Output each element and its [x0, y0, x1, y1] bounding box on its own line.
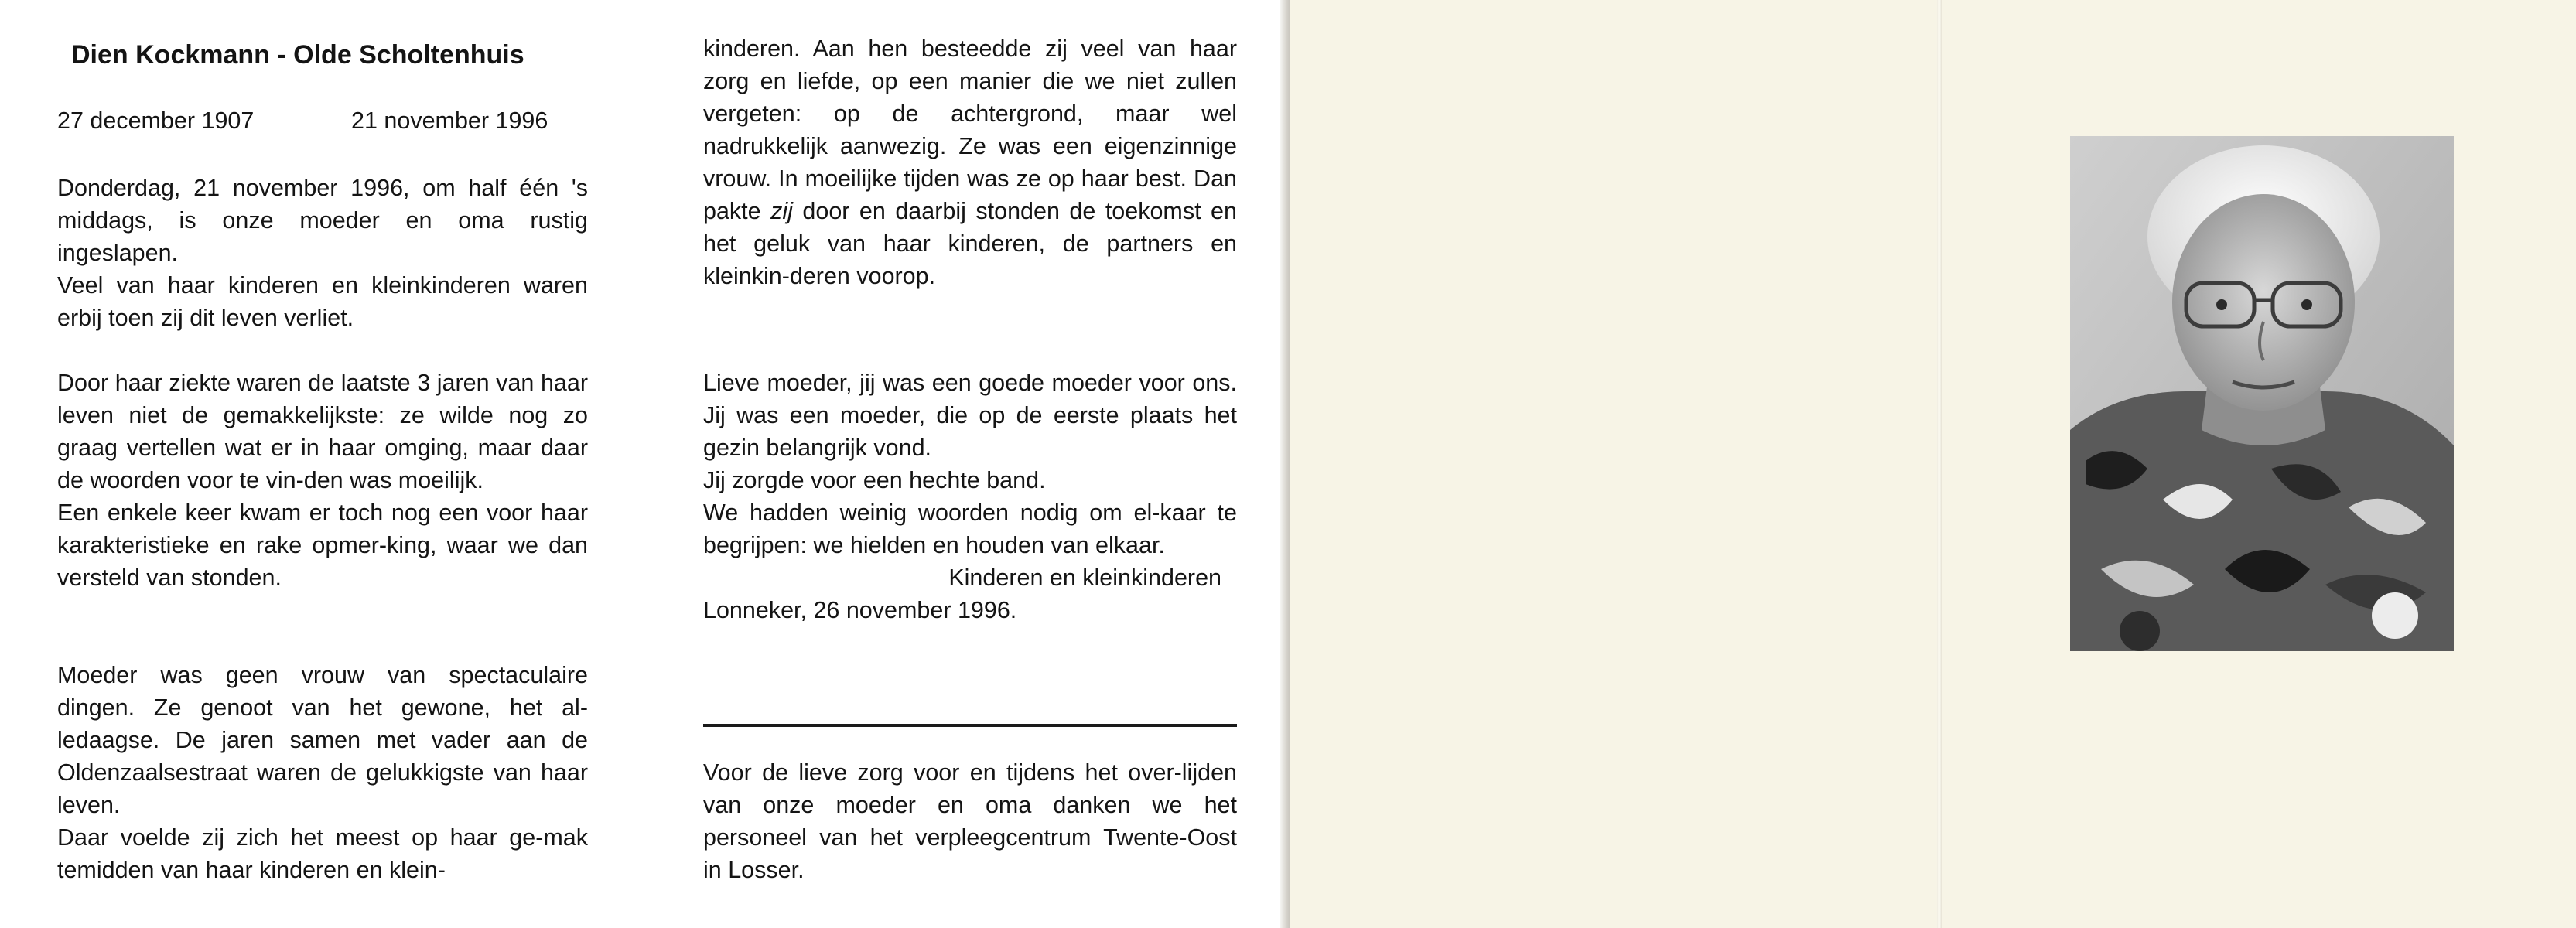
paragraph-text-part: kinderen. Aan hen besteedde zij veel van haar zorg en liefde, op een manier die we niet zullen vergeten: op de achtergrond, maar wel nadrukkelijk aanwezig. Ze was een eigenzinnige vrouw. In moeilijke tijden was ze op haar best. Dan pakte: [703, 36, 1237, 224]
portrait-photo: [2070, 136, 2454, 651]
paragraph-text: Door haar ziekte waren de laatste 3 jaren van haar leven niet de gemakkelijkste: ze wilde nog zo graag vertellen wat er in haar omging, maar daar de woorden voor te vin-den was moeilijk.: [57, 370, 588, 493]
paragraph-farewell: [703, 367, 1237, 594]
paragraph-thanks: [703, 756, 1237, 886]
paragraph-text: Lieve moeder, jij was een goede moeder voor ons. Jij was een moeder, die op de eerste plaats het gezin belangrijk vond.: [703, 370, 1237, 461]
paragraph-text-part: door en daarbij stonden de toekomst en het geluk van haar kinderen, de partners en kleinkin-deren voorop.: [703, 198, 1237, 289]
paragraph-passing: [57, 172, 588, 334]
paragraph-character: [57, 659, 588, 886]
emphasis-text: zij: [770, 198, 793, 224]
death-date: 21 november 1996: [351, 107, 548, 134]
page-edge-shadow: [1280, 0, 1290, 928]
paragraph-family: [703, 32, 1237, 292]
paragraph-text: Moeder was geen vrouw van spectaculaire dingen. Ze genoot van het gewone, het al-ledaagse. De jaren samen met vader aan de Oldenzaalsestraat waren de gelukkigste van haar leven.: [57, 662, 588, 818]
paragraph-text: Veel van haar kinderen en kleinkinderen waren erbij toen zij dit leven verliet.: [57, 272, 588, 331]
birth-date: 27 december 1907: [57, 107, 255, 134]
paragraph-illness: [57, 367, 588, 594]
paragraph-text: Een enkele keer kwam er toch nog een voor haar karakteristieke en rake opmer-king, waar we dan versteld van stonden.: [57, 500, 588, 591]
paragraph-text: Donderdag, 21 november 1996, om half één 's middags, is onze moeder en oma rustig ingeslapen.: [57, 175, 588, 266]
paragraph-text: We hadden weinig woorden nodig om el-kaar te begrijpen: we hielden en houden van elkaar.: [703, 500, 1237, 558]
place-date-line: [703, 594, 1237, 626]
paragraph-text: [703, 32, 1237, 292]
signature-line: Kinderen en kleinkinderen: [948, 565, 1221, 591]
portrait-photo-icon: [2070, 136, 2454, 651]
card-title: Dien Kockmann - Olde Scholtenhuis: [71, 40, 524, 70]
paragraph-text: Voor de lieve zorg voor en tijdens het over-lijden van onze moeder en oma danken we het personeel van het verpleegcentrum Twente-Oost in Losser.: [703, 759, 1237, 883]
divider-line: [703, 724, 1237, 727]
place-date-text: Lonneker, 26 november 1996.: [703, 597, 1017, 623]
paragraph-text: Daar voelde zij zich het meest op haar ge-mak temidden van haar kinderen en klein-: [57, 824, 588, 883]
card-fold-line: [1937, 0, 1942, 928]
paragraph-text: Jij zorgde voor een hechte band.: [703, 467, 1046, 493]
